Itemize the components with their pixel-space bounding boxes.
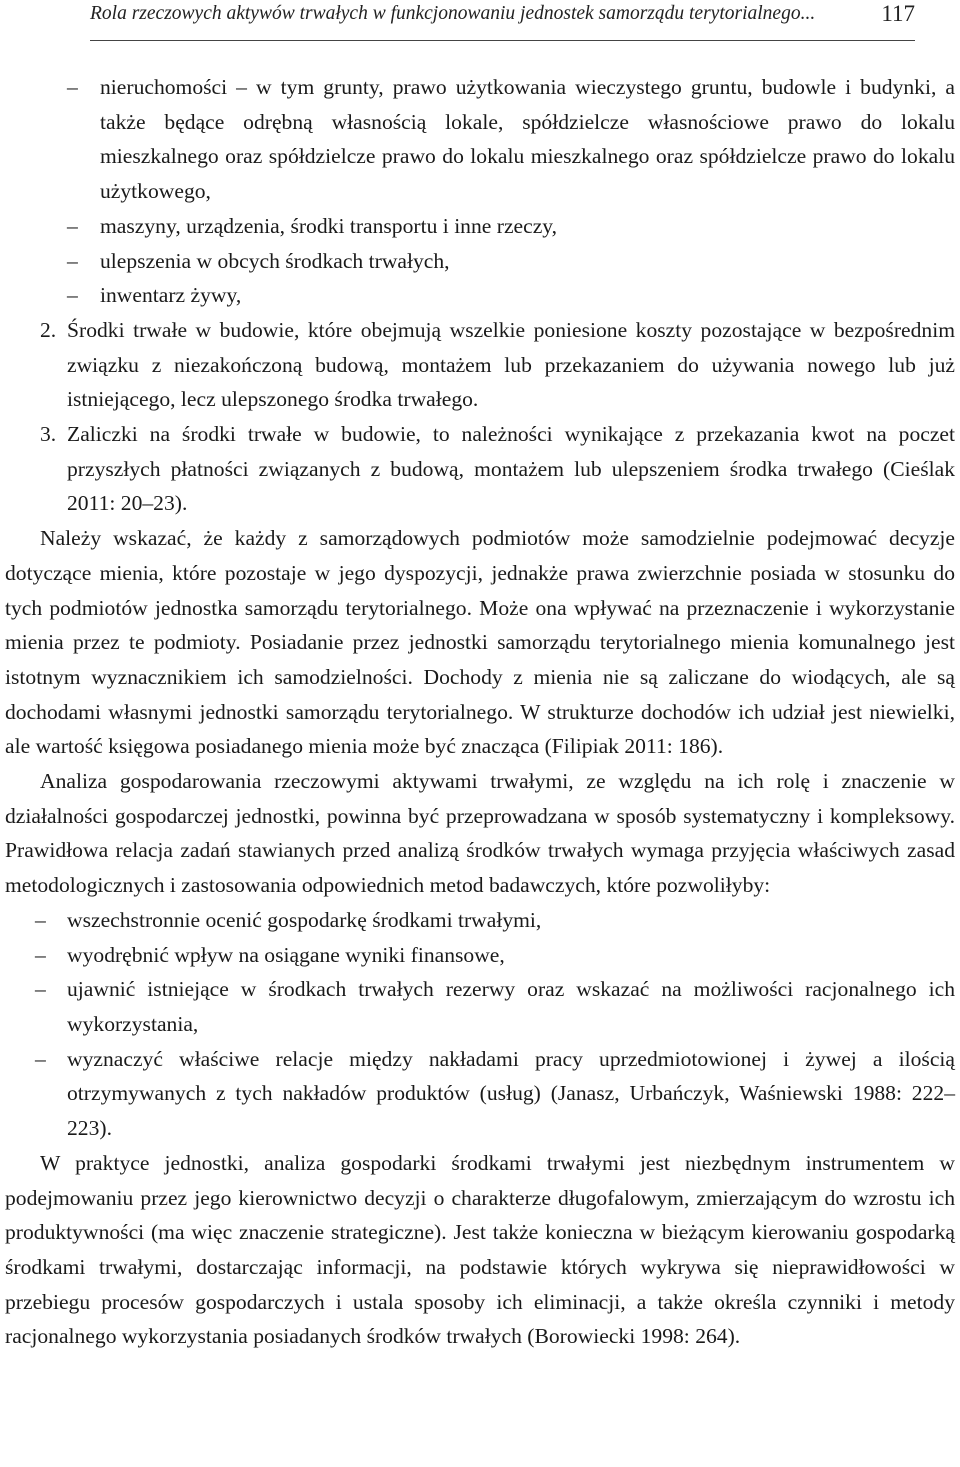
body-text — [5, 70, 955, 1354]
analysis-goals-list — [5, 903, 955, 1146]
list-item — [5, 244, 955, 279]
list-item — [5, 209, 955, 244]
numbered-item — [5, 417, 955, 521]
list-item — [5, 278, 955, 313]
list-item-text: wyznaczyć właściwe relacje między nakładami pracy uprzedmiotowionej i żywej a ilością otrzymywanych z tych nakładów produktów (usług) (Janasz, Urbańczyk, Waśniewski 1988: 222–223). — [67, 1046, 955, 1141]
list-item — [5, 903, 955, 938]
item-number: 2. — [40, 317, 57, 342]
page-number: 117 — [881, 1, 915, 26]
item-number: 3. — [40, 422, 57, 447]
numbered-item-text: Zaliczki na środki trwałe w budowie, to należności wynikające z przekazania kwot na poczet przyszłych płatności związanych z budową, montażem lub ulepszeniem środka trwałego (Cieślak 2011: 20–23). — [67, 422, 955, 516]
list-dash: – — [67, 75, 78, 99]
list-dash: – — [67, 213, 78, 238]
list-item-text: inwentarz żywy, — [100, 283, 242, 308]
list-dash: – — [67, 248, 78, 273]
list-item — [5, 70, 955, 209]
list-dash: – — [67, 283, 78, 308]
list-item-text: maszyny, urządzenia, środki transportu i inne rzeczy, — [100, 213, 558, 238]
list-dash: – — [35, 907, 46, 932]
list-item-text: wyodrębnić wpływ na osiągane wyniki finansowe, — [67, 942, 505, 967]
running-header — [90, 0, 915, 41]
list-item — [5, 938, 955, 973]
list-dash: – — [35, 942, 46, 967]
numbered-item-text: Środki trwałe w budowie, które obejmują wszelkie poniesione koszty pozostające w bezpośrednim związku z niezakończoną budową, montażem lub przekazaniem do używania nowego lub już istniejącego, lecz ulepszonego środka trwałego. — [67, 317, 955, 412]
numbered-item — [5, 313, 955, 417]
list-item — [5, 1042, 955, 1146]
list-item-text: wszechstronnie ocenić gospodarkę środkami trwałymi, — [67, 907, 542, 932]
running-title: Rola rzeczowych aktywów trwałych w funkcjonowaniu jednostek samorządu terytorialnego... — [90, 3, 816, 24]
list-item-text: ulepszenia w obcych środkach trwałych, — [100, 248, 450, 273]
list-item-text: nieruchomości – w tym grunty, prawo użytkowania wieczystego gruntu, budowle i budynki, a także będące odrębną własnością lokale, spółdzielcze własnościowe prawo do lokalu mieszkalnego oraz spółdzielcze prawo do lokalu mieszkalnego oraz spółdzielcze prawo do lokalu użytkowego, — [100, 75, 955, 204]
list-dash: – — [35, 977, 46, 1002]
list-item — [5, 972, 955, 1041]
list-dash: – — [35, 1046, 46, 1071]
body-paragraph: Analiza gospodarowania rzeczowymi aktywami trwałymi, ze względu na ich rolę i znaczenie w działalności gospodarczej jednostki, powinna być przeprowadzana w sposób systematyczny i kompleksowy. Prawidłowa relacja zadań stawianych przed analizą środków trwałych wymaga przyjęcia właściwych zasad metodologicznych i zastosowania odpowiednich metod badawczych, które pozwoliłyby: — [5, 769, 955, 898]
asset-subcategory-list — [5, 70, 955, 313]
body-paragraph: Należy wskazać, że każdy z samorządowych podmiotów może samodzielnie podejmować decyzje dotyczące mienia, które pozostaje w jego dyspozycji, jednakże prawa zwierzchnie posiada w stosunku do tych podmiotów jednostka samorządu terytorialnego. Może ona wpływać na przeznaczenie i wykorzystanie mienia przez te podmioty. Posiadanie przez jednostki samorządu terytorialnego mienia komunalnego jest istotnym wyznacznikiem ich samodzielności. Dochody z mienia nie są zaliczane do wiodących, ale są dochodami własnymi jednostki samorządu terytorialnego. W strukturze dochodów ich udział jest niewielki, ale wartość księgowa posiadanego mienia może być znacząca (Filipiak 2011: 186). — [5, 526, 955, 759]
body-paragraph: W praktyce jednostki, analiza gospodarki środkami trwałymi jest niezbędnym instrumentem w podejmowaniu przez jego kierownictwo decyzji o charakterze długofalowym, zmierzającym do wzrostu ich produktywności (ma więc znaczenie strategiczne). Jest także konieczna w bieżącym kierowaniu gospodarką środkami trwałymi, dostarczając informacji, na podstawie których wykrywa się nieprawidłowości w przebiegu procesów gospodarczych i ustala sposoby ich eliminacji, a także określa czynniki i metody racjonalnego wykorzystania posiadanych środków trwałych (Borowiecki 1998: 264). — [5, 1150, 955, 1349]
list-item-text: ujawnić istniejące w środkach trwałych rezerwy oraz wskazać na możliwości racjonalnego ich wykorzystania, — [67, 977, 955, 1036]
